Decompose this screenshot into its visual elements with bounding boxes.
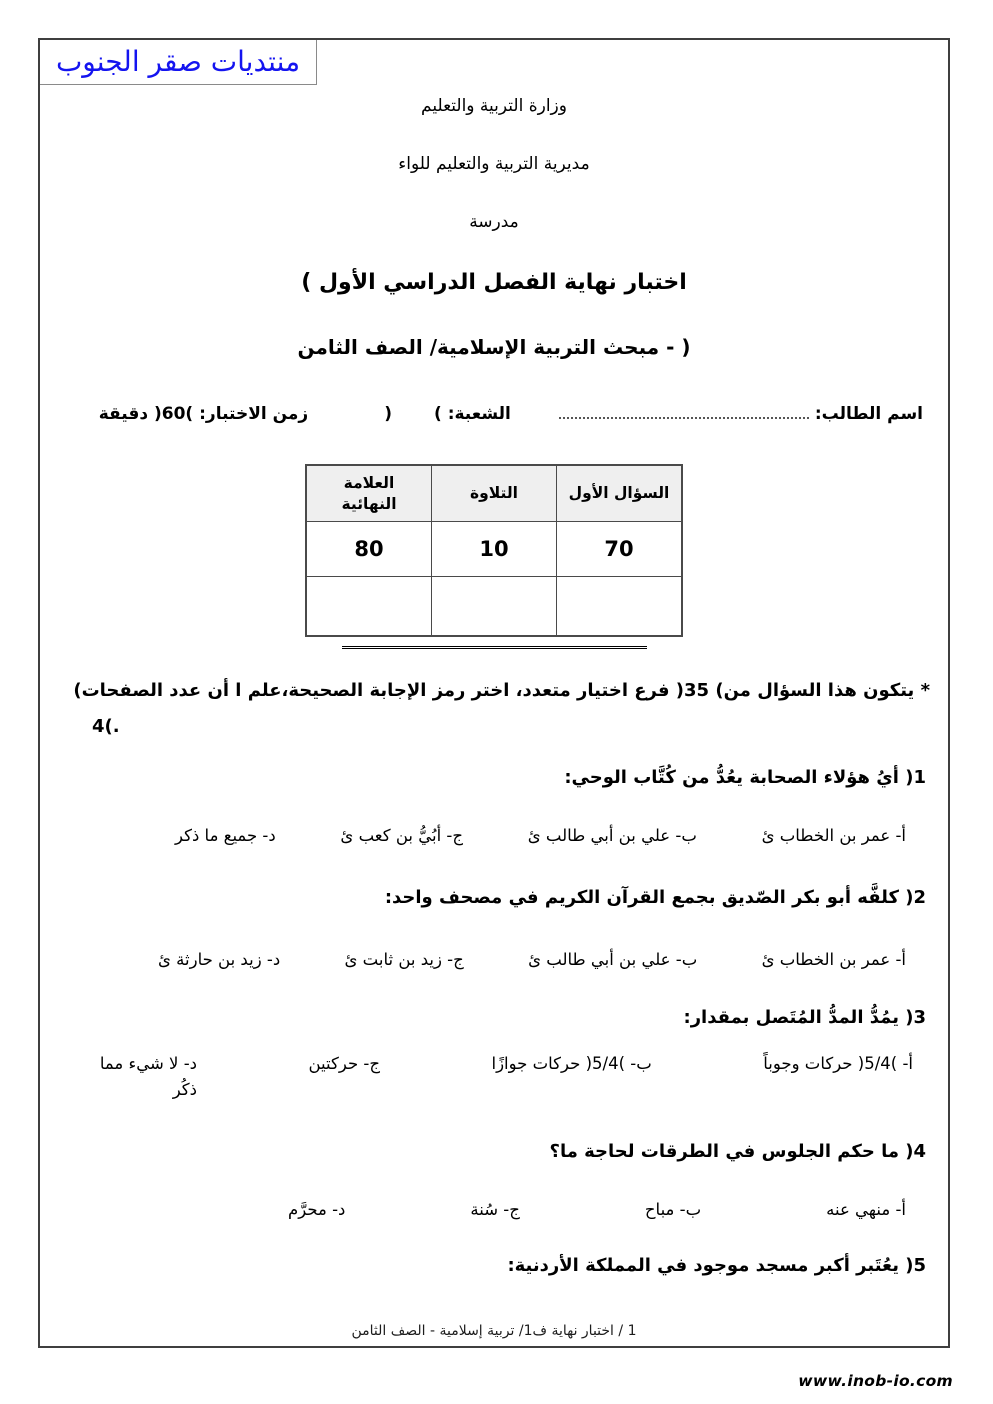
- section-close-paren: (: [384, 404, 393, 424]
- forum-stamp-text: منتديات صقر الجنوب: [55, 45, 301, 78]
- directorate-line: مديرية التربية والتعليم للواء: [398, 154, 590, 174]
- question-3-option-d: د- لا شيء مما ذكُر: [99, 1054, 197, 1099]
- question-3-option-b: ب- )5/4( حركات جوازًا: [491, 1054, 652, 1073]
- marks-header-final-mark: العلامة النهائية: [306, 465, 432, 522]
- student-name-label: اسم الطالب:: [814, 404, 923, 424]
- question-1-heading: 1( أيُ هؤلاء الصحابة يعُدُّ من كُتَّاب الوحي:: [564, 767, 926, 788]
- question-3-option-c: ج- حركتين: [308, 1054, 381, 1073]
- marks-header-first-question: السؤال الأول: [557, 465, 683, 522]
- question-1-option-c: ج- أبُيُّ بن كعب ئ: [340, 826, 464, 845]
- question-2-option-b: ب- علي بن أبي طالب ئ: [528, 950, 698, 969]
- student-info-row: [40, 401, 948, 426]
- question-3-option-a: أ- )5/4( حركات وجوباً: [763, 1054, 913, 1073]
- marks-empty-cell: [306, 577, 432, 637]
- marks-table-header-row: [306, 465, 682, 522]
- page-footer: 1 / اختبار نهاية ف1/ تربية إسلامية - الصف الثامن: [351, 1323, 637, 1339]
- exam-title: اختبار نهاية الفصل الدراسي الأول ): [301, 270, 687, 295]
- question-1-option-a: أ- عمر بن الخطاب ئ: [761, 826, 906, 845]
- table-underline-rule: [342, 646, 647, 649]
- question-2-option-d: د- زيد بن حارثة ئ: [158, 950, 281, 969]
- marks-value-recitation: 10: [432, 522, 557, 577]
- instructions-line-1: * يتكون هذا السؤال من) 35( فرع اختيار متعدد، اختر رمز الإجابة الصحيحة،علم ا أن عدد الصفحات): [73, 680, 930, 701]
- question-4-heading: 4( ما حكم الجلوس في الطرقات لحاجة ما؟: [549, 1141, 926, 1162]
- ministry-line: وزارة التربية والتعليم: [421, 96, 567, 116]
- question-4-option-a: أ- منهي عنه: [826, 1200, 906, 1219]
- instructions-block: [40, 673, 948, 745]
- school-line: مدرسة: [469, 212, 519, 232]
- question-2-options-row: [40, 947, 948, 973]
- question-4-options-row: [40, 1197, 948, 1223]
- question-3-heading: 3( يمُدُّ المدُّ المُتَصل بمقدار:: [683, 1007, 926, 1028]
- question-5-heading: 5( يعُتَبر أكبر مسجد موجود في المملكة الأردنية:: [507, 1255, 926, 1276]
- question-1-option-b: ب- علي بن أبي طالب ئ: [527, 826, 697, 845]
- section-label: الشعبة: ): [434, 404, 511, 424]
- marks-value-final-mark: 80: [306, 522, 432, 577]
- marks-table-values-row: [306, 522, 682, 577]
- forum-watermark-stamp: [40, 40, 317, 85]
- student-name-blank-line: [559, 401, 809, 419]
- subject-grade-title: ( - مبحث التربية الإسلامية/ الصف الثامن: [297, 335, 691, 359]
- question-4-option-c: ج- سُنة: [470, 1200, 520, 1219]
- marks-table: [305, 464, 683, 637]
- question-2-heading: 2( كلفَّه أبو بكر الصّديق بجمع القرآن الكريم في مصحف واحد:: [384, 887, 926, 908]
- question-1-options-row: [40, 823, 948, 849]
- question-2-option-a: أ- عمر بن الخطاب ئ: [761, 950, 906, 969]
- question-3-options-row: [40, 1051, 948, 1103]
- website-watermark: www.inob-io.com: [798, 1372, 953, 1390]
- question-1-option-d: د- جميع ما ذكر: [175, 826, 276, 845]
- marks-header-recitation: التلاوة: [432, 465, 557, 522]
- exam-time-label: زمن الاختبار: )60( دقيقة: [98, 404, 309, 424]
- question-4-option-d: د- محرَّم: [288, 1200, 346, 1219]
- question-4-option-b: ب- مباح: [644, 1200, 702, 1219]
- marks-empty-cell: [557, 577, 683, 637]
- marks-empty-cell: [432, 577, 557, 637]
- document-border-frame: [38, 38, 950, 1348]
- instructions-line-2: 4(.: [92, 716, 120, 737]
- marks-value-first-question: 70: [557, 522, 683, 577]
- question-2-option-c: ج- زيد بن ثابت ئ: [344, 950, 464, 969]
- marks-table-empty-row: [306, 577, 682, 637]
